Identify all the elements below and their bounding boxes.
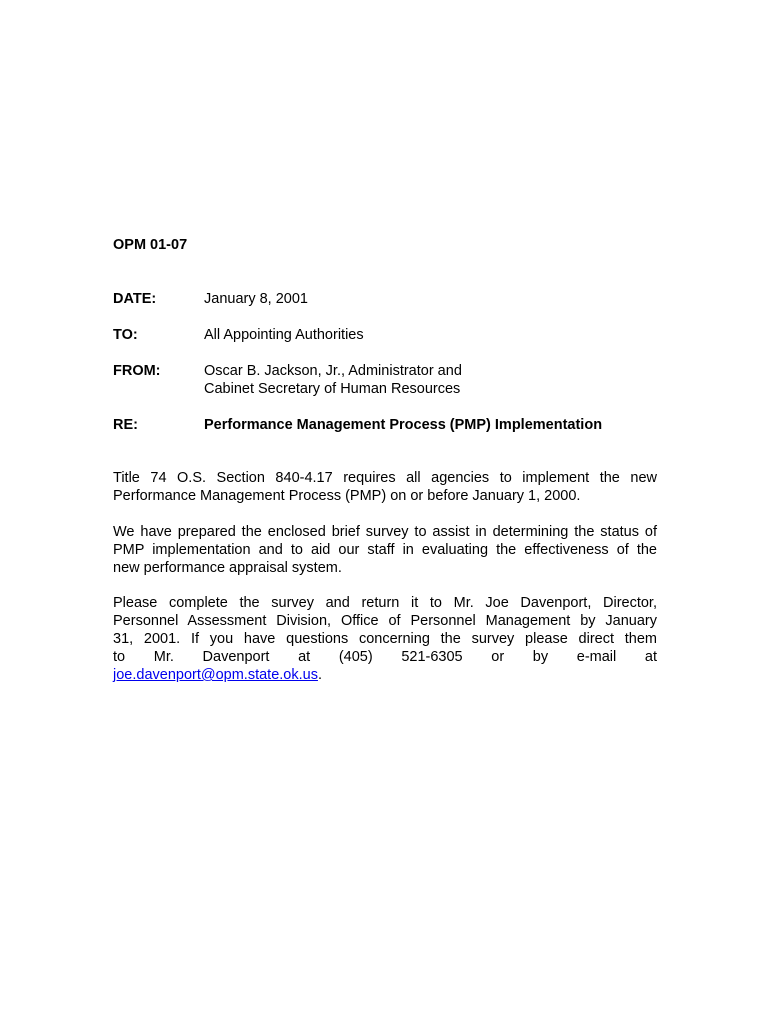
body-paragraph-1-line-2: Performance Management Process (PMP) on or before January 1, 2000.: [113, 488, 581, 504]
to-value: All Appointing Authorities: [204, 327, 364, 343]
from-value: [204, 362, 657, 398]
date-label: DATE:: [113, 291, 157, 307]
body-paragraph-3: [113, 594, 657, 684]
body-paragraph-3-line-1: Please complete the survey and return it to Mr. Joe Davenport, Director,: [113, 595, 657, 611]
from-label: FROM:: [113, 363, 161, 379]
body-paragraph-3-line-3: 31, 2001. If you have questions concerning the survey please direct them: [113, 631, 657, 647]
re-subject: Performance Management Process (PMP) Implementation: [204, 417, 603, 433]
from-value-line-1: Oscar B. Jackson, Jr., Administrator and: [204, 363, 462, 379]
body-paragraph-2-line-2: PMP implementation and to aid our staff in evaluating the effectiveness of the: [113, 542, 657, 558]
body-paragraph-2: [113, 523, 657, 577]
email-link[interactable]: joe.davenport@opm.state.ok.us: [113, 667, 318, 683]
memo-page: [113, 0, 657, 1024]
body-paragraph-3-line-2: Personnel Assessment Division, Office of Personnel Management by January: [113, 613, 657, 629]
body-paragraph-2-line-3: new performance appraisal system.: [113, 560, 342, 576]
body-paragraph-3-line-4: to Mr. Davenport at (405) 521-6305 or by e-mail at: [113, 649, 657, 665]
from-value-line-2: Cabinet Secretary of Human Resources: [204, 381, 461, 397]
email-trailing-period: .: [317, 667, 322, 683]
body-paragraph-3-line-5: [113, 666, 657, 684]
body-paragraph-2-line-1: We have prepared the enclosed brief survey to assist in determining the status of: [113, 524, 657, 540]
date-value: January 8, 2001: [204, 291, 308, 307]
memo-number: OPM 01-07: [113, 237, 188, 253]
to-label: TO:: [113, 327, 138, 343]
body-paragraph-1-line-1: Title 74 O.S. Section 840-4.17 requires all agencies to implement the new: [113, 470, 657, 486]
re-label: RE:: [113, 417, 138, 433]
body-paragraph-1: [113, 469, 657, 505]
